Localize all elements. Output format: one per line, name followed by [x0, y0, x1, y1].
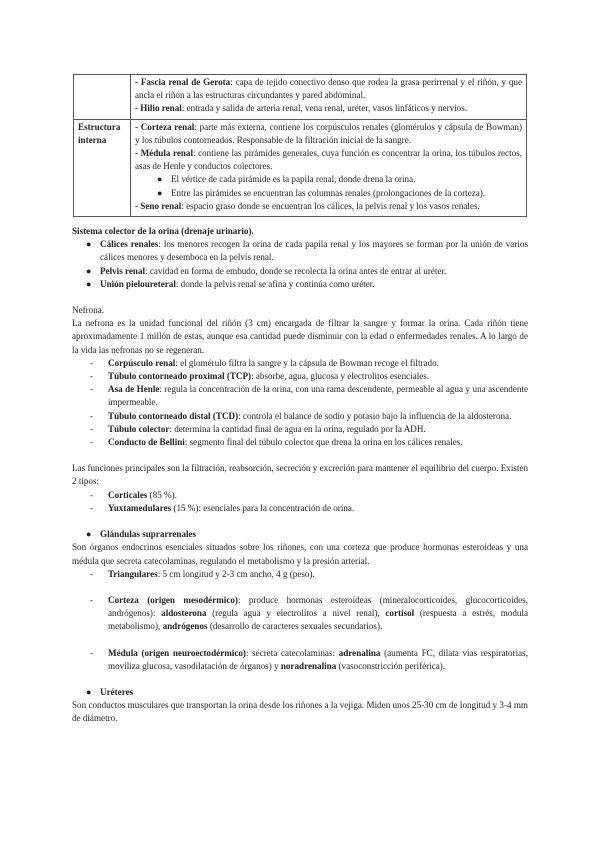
term: adrenalina [338, 647, 381, 658]
bullet-icon: ● [86, 686, 92, 697]
term: - Seno renal [135, 200, 182, 211]
dash-icon: - [90, 489, 94, 500]
term: Conducto de Bellini [108, 437, 185, 448]
list-item [135, 200, 522, 213]
list-item [72, 265, 528, 278]
text-run: (aumenta FC, dilata vías respiratorias, moviliza glucosa, vasodilatación de órganos) y [108, 647, 528, 671]
term: Cálices renales [100, 239, 159, 250]
list-item [72, 423, 528, 436]
list-item [135, 147, 522, 173]
table-row [74, 119, 527, 216]
list-item [72, 238, 528, 264]
section-title-suprarrenales [72, 528, 528, 541]
list-item [135, 102, 522, 115]
list-item [72, 357, 528, 370]
table-cell-label [74, 119, 131, 216]
term: cortisol [385, 608, 415, 619]
definition: : cavidad en forma de embudo, donde se recolecta la orina antes de entrar al uréter. [145, 265, 447, 276]
definition: : espacio graso donde se encuentran los cálices, la pelvis renal y los vasos renales. [181, 200, 480, 211]
term: andrógenos [162, 621, 208, 632]
term: Corpúsculo renal [108, 357, 176, 368]
term: - Hilio renal [135, 103, 182, 114]
term: Corticales [108, 489, 148, 500]
sub-list [135, 173, 522, 199]
dash-icon: - [90, 502, 94, 513]
dash-icon: - [90, 594, 94, 605]
paragraph-nefrona-intro: La nefrona es la unidad funcional del riñón (3 cm) encargada de filtrar la sangre y formar la orina. Cada riñón tiene aproximadamente 1 millón de estas, aunque esa cantidad puede disminuir con la edad o enfermedades renales. A lo largo de la vida las nefronas no se regeneran. [72, 318, 528, 355]
dash-icon: - [90, 384, 94, 395]
bullet-icon: ● [86, 278, 92, 289]
sub-list-item [157, 187, 522, 200]
paragraph-ureteres: Son conductos musculares que transportan la orina desde los riñones a la vejiga. Miden unos 25-30 cm de longitud y 3-4 mm de diámetro. [72, 700, 528, 724]
definition: : contiene las pirámides generales, cuya función es concentrar la orina, los túbulos rectos, asas de Henle y conductos colectores. [135, 148, 522, 172]
dash-icon: - [90, 647, 94, 658]
term: Médula (origen neuroectodérmico) [108, 647, 246, 658]
definition: (15 %): esenciales para la concentración de orina. [171, 502, 355, 513]
definition: : absorbe, agua, glucosa y electrolitos esenciales. [251, 371, 430, 382]
paragraph-suprarrenales-intro: Son órganos endocrinos esenciales situados sobre los riñones, con una corteza que produce hormonas esteroideas y una médula que secreta catecolaminas, regulando el metabolismo y la presión arterial. [72, 542, 528, 566]
term: Yuxtamedulares [108, 502, 172, 513]
table-cell-label-empty [74, 75, 131, 120]
term: - Fascia renal de Gerota [135, 77, 231, 87]
term: - Médula renal [135, 148, 193, 159]
document-page [72, 74, 528, 726]
list-item [72, 410, 528, 423]
kidney-structure-table [73, 74, 527, 217]
term: - Corteza renal [135, 121, 195, 132]
bullet-icon: ● [157, 174, 163, 185]
text-run: : secreta catecolaminas: [245, 647, 339, 658]
list-item [72, 383, 528, 409]
bullet-icon: ● [157, 187, 163, 198]
sub-list-item [157, 173, 522, 186]
dash-icon: - [90, 371, 94, 382]
section-title-nefrona: Nefrona. [72, 305, 105, 316]
term: Corteza (origen mesodérmico) [108, 594, 238, 605]
bullet-icon: ● [86, 529, 92, 540]
heading-text: Uréteres [100, 686, 134, 697]
heading-text: Glándulas suprarrenales [100, 529, 197, 540]
term: aldosterona [161, 608, 207, 619]
definition: : regula la concentración de la orina, con una rama descendente, permeable al agua y una ascendente impermeable. [108, 384, 528, 408]
term: Triangulares [108, 568, 158, 579]
bullet-icon: ● [86, 239, 92, 250]
definition: : donde la pelvis renal se afina y continúa como uréter. [175, 278, 375, 289]
table-cell-content [131, 119, 527, 216]
dash-icon: - [90, 357, 94, 368]
term: Túbulo colector [108, 423, 170, 434]
definition: : 5 cm longitud y 2-3 cm ancho, 4 g (peso). [157, 568, 315, 579]
definition: : parte más externa, contiene los corpúsculos renales (glomérulos y cápsula de Bowman) y los túbulos contorneados. Responsable de la filtración inicial de la sangre. [135, 121, 522, 145]
term: Asa de Henle [108, 384, 160, 395]
sub-item-text: El vértice de cada pirámide es la papila renal, donde drena la orina. [171, 174, 416, 185]
text-run: : produce hormonas esteroideas (mineralocorticoides, glucocorticoides, andrógenos): [108, 594, 528, 619]
term: Unión pieloureteral [100, 278, 176, 289]
dash-icon: - [90, 423, 94, 434]
row-label-line1: Estructura [78, 121, 121, 132]
definition: (85 %). [147, 489, 177, 500]
definition: : controla el balance de sodio y potasio bajo la influencia de la aldosterona. [238, 410, 512, 421]
section-title-colector: Sistema colector de la orina (drenaje urinario). [72, 226, 254, 237]
dash-icon: - [90, 568, 94, 579]
text-run: (regula agua y electrolitos a nivel renal), [206, 608, 386, 619]
section-title-ureteres [72, 686, 528, 699]
list-item [72, 489, 528, 502]
list-item [135, 121, 522, 147]
text-run: (vasoconstricción periférica). [336, 660, 446, 671]
term: noradrenalina [280, 660, 337, 671]
list-item [72, 568, 528, 581]
term: Pelvis renal [100, 265, 146, 276]
table-row [74, 75, 527, 120]
list-item [135, 76, 522, 102]
dash-icon: - [90, 410, 94, 421]
list-item [72, 502, 528, 515]
paragraph-funciones: Las funciones principales son la filtración, reabsorción, secreción y excreción para mantener el equilibrio del cuerpo. Existen 2 tipos: [72, 463, 528, 487]
list-item [72, 370, 528, 383]
table-cell-content [131, 75, 527, 120]
list-item [72, 594, 528, 634]
definition: : determina la cantidad final de agua en la orina, regulado por la ADH. [169, 423, 426, 434]
definition: : el glomérulo filtra la sangre y la cápsula de Bowman recoge el filtrado. [175, 357, 439, 368]
term: Túbulo contorneado proximal (TCP) [108, 371, 252, 382]
definition: : capa de tejido conectivo denso que rodea la grasa perirrenal y el riñón, y que ancla el riñón a las estructuras circundantes y pared abdominal. [135, 77, 523, 101]
row-label-line2: interna [78, 134, 107, 145]
definition: : los menores recogen la orina de cada papila renal y los mayores se forman por la unión de varios cálices menores y desemboca en la pelvis renal. [100, 239, 528, 263]
sub-item-text: Entre las pirámides se encuentran las columnas renales (prolongaciones de la corteza). [171, 187, 486, 198]
list-item [72, 436, 528, 449]
dash-icon: - [90, 437, 94, 448]
definition: : segmento final del túbulo colector que drena la orina en los cálices renales. [184, 437, 463, 448]
list-item [72, 278, 528, 291]
term: Túbulo contorneado distal (TCD) [108, 410, 239, 421]
text-run: (desarrollo de caracteres sexuales secundarios). [207, 621, 383, 632]
text-run: (respuesta a estrés, modula metabolismo), [108, 608, 529, 632]
definition: : entrada y salida de arteria renal, vena renal, uréter, vasos linfáticos y nervios. [181, 103, 468, 114]
bullet-icon: ● [86, 265, 92, 276]
list-item [72, 647, 528, 673]
